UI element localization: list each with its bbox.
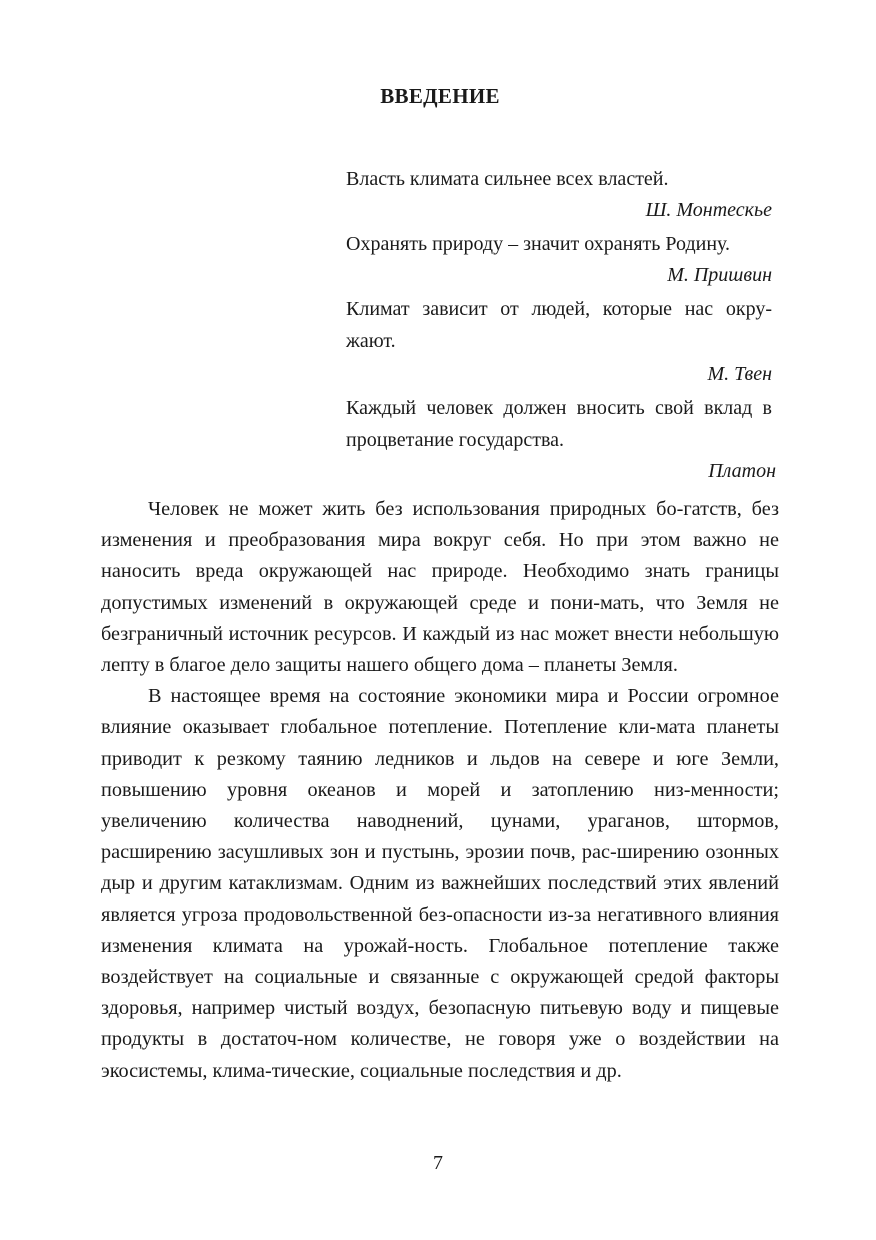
epigraph-author: Платон bbox=[708, 460, 776, 482]
epigraph-author: Ш. Монтескье bbox=[645, 199, 772, 221]
paragraph: В настоящее время на состояние экономики мира и России огромное влияние оказывает глобальное потепление. Потепление кли-мата планеты приводит к резкому таянию ледников и льдов на севере и юге Земли, повышению уровня океанов и морей и затоплению низ-менности; увеличению количества наводнений, цунами, ураганов, штормов, расширению засушливых зон и пустынь, эрозии почв, рас-ширению озонных дыр и другим катаклизмам. Одним из важнейших последствий этих явлений является угроза продовольственной без-опасности из-за негативного влияния изменения климата на урожай-ность. Глобальное потепление также воздействует на социальные и связанные с окружающей средой факторы здоровья, например чистый воздух, безопасную питьевую воду и пищевые продукты в достаточ-ном количестве, не говоря уже о воздействии на экосистемы, клима-тические, социальные последствия и др. bbox=[101, 685, 779, 1082]
epigraphs-block bbox=[346, 163, 776, 486]
epigraph bbox=[346, 293, 776, 389]
section-heading: ВВЕДЕНИЕ bbox=[380, 84, 500, 108]
page-number: 7 bbox=[433, 1152, 443, 1174]
epigraph-quote: Каждый человек должен вносить свой вклад в процветание государства. bbox=[346, 397, 772, 451]
epigraph-author: М. Твен bbox=[707, 363, 772, 385]
epigraph-quote: Власть климата сильнее всех властей. bbox=[346, 168, 669, 190]
epigraph-quote: Охранять природу – значит охранять Родину. bbox=[346, 233, 731, 255]
epigraph bbox=[346, 228, 776, 290]
epigraph-author: М. Пришвин bbox=[667, 264, 772, 286]
epigraph bbox=[346, 163, 776, 225]
paragraph: Человек не может жить без использования природных бо-гатств, без изменения и преобразования мира вокруг себя. Но при этом важно не наносить вреда окружающей нас природе. Необходимо знать границы допустимых изменений в окружающей среде и пони-мать, что Земля не безграничный источник ресурсов. И каждый из нас может внести небольшую лепту в благое дело защиты нашего общего дома – планеты Земля. bbox=[101, 498, 779, 677]
epigraph-quote: Климат зависит от людей, которые нас окру-жают. bbox=[346, 298, 772, 352]
body-text bbox=[101, 494, 779, 1087]
epigraph bbox=[346, 392, 776, 486]
